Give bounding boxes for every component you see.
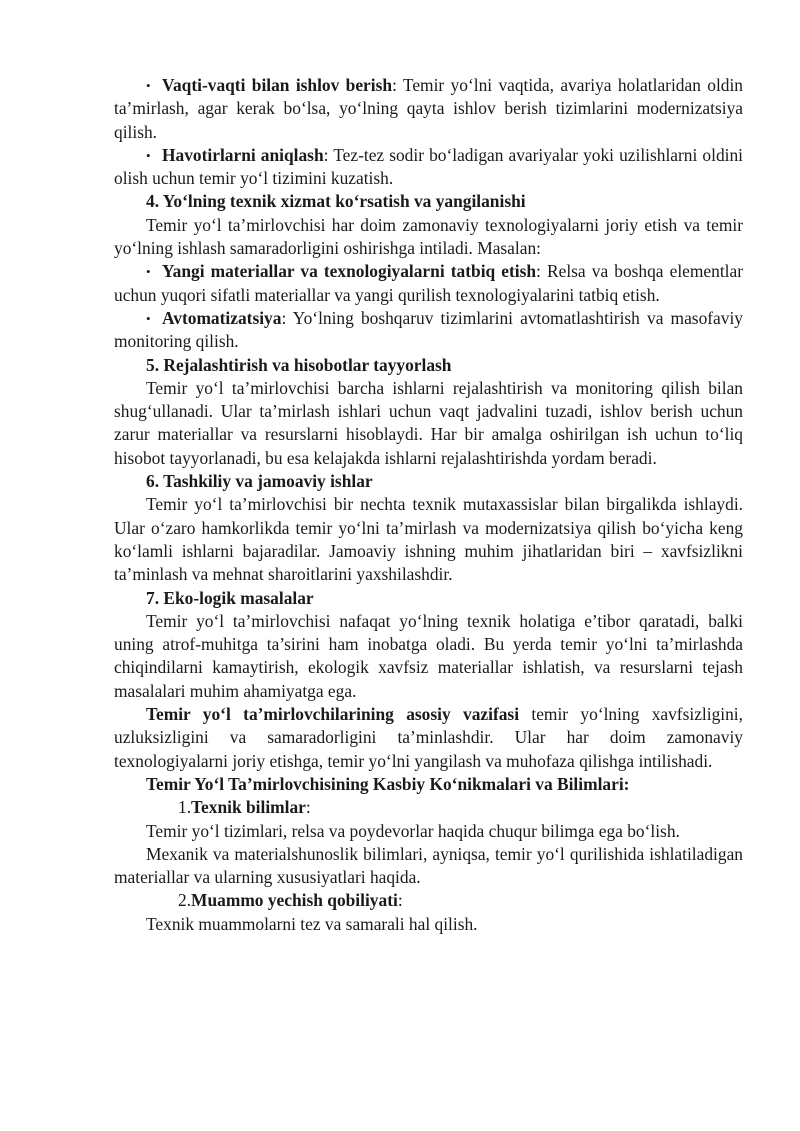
- bullet-text: : Relsa va boshqa elementlar uchun yuqori sifatli materiallar va yangi qurilish texnologiyalarini tatbiq etish.: [114, 261, 743, 305]
- summary-paragraph: [114, 703, 743, 773]
- numbered-item: 2.Muammo yechish qobiliyati:: [114, 889, 743, 912]
- body-paragraph: Temir yo‘l tizimlari, relsa va poydevorlar haqida chuqur bilimga ega bo‘lish.: [146, 820, 680, 841]
- body-paragraph: Temir yo‘l ta’mirlovchisi nafaqat yo‘lning texnik holatiga e’tibor qaratadi, balki uning atrof-muhitga ta’sirini ham inobatga oladi. Bu yerda temir yo‘lni ta’mirlashda chiqindilarni kamaytirish, ekologik xavfsiz materiallar ishlatish, va resurslarni tejash masalalari muhim ahamiyatga ega.: [114, 610, 743, 701]
- item-number: 1.: [178, 797, 192, 818]
- bullet-paragraph: [114, 307, 743, 354]
- bullet-term: Yangi materiallar va texnologiyalarni tatbiq etish: [162, 261, 537, 282]
- bullet-paragraph: [114, 260, 743, 307]
- body-paragraph: Mexanik va materialshunoslik bilimlari, ayniqsa, temir yo‘l qurilishida ishlatiladigan materiallar va ularning xususiyatlari haqida.: [114, 843, 743, 888]
- item-number: 2.: [178, 890, 192, 911]
- bullet-text: : Tez-tez sodir bo‘ladigan avariyalar yoki uzilishlarni oldini olish uchun temir yo‘l tizimini kuzatish.: [114, 144, 743, 189]
- bullet-text: : Yo‘lning boshqaruv tizimlarini avtomatlashtirish va masofaviy monitoring qilish.: [114, 307, 743, 352]
- bullet-paragraph: [114, 144, 743, 191]
- bullet-paragraph: [114, 74, 743, 144]
- item-term: Muammo yechish qobiliyati: [191, 890, 398, 911]
- body-paragraph: Temir yo‘l ta’mirlovchisi har doim zamonaviy texnologiyalarni joriy etish va temir yo‘lning ishlash samaradorligini oshirishga intiladi. Masalan:: [114, 214, 743, 259]
- body-paragraph: Temir yo‘l ta’mirlovchisi bir nechta texnik mutaxassislar bilan birgalikda ishlaydi. Ular o‘zaro hamkorlikda temir yo‘lni ta’mirlash va modernizatsiya qilish bo‘yicha keng ko‘lamli ishlarni bajaradilar. Jamoaviy ishning muhim jihatlaridan biri – xavfsizlikni ta’minlash va mehnat sharoitlarini yaxshilashdir.: [114, 494, 743, 585]
- body-paragraph: Temir yo‘l ta’mirlovchisi barcha ishlarni rejalashtirish va monitoring qilish bilan shug‘ullanadi. Ular ta’mirlash ishlari uchun vaqt jadvalini tuzadi, ishlov berish uchun zarur materiallar va resurslarni hisoblaydi. Har bir amalga oshirilgan ish uchun to‘liq hisobot tayyorlanadi, bu esa kelajakda ishlarni rejalashtirishda yordam beradi.: [114, 377, 743, 468]
- section-heading: 6. Tashkiliy va jamoaviy ishlar: [146, 471, 373, 492]
- section-heading: 7. Eko-logik masalalar: [146, 587, 314, 608]
- bullet-term: Vaqti-vaqti bilan ishlov berish: [162, 75, 393, 95]
- body-paragraph: Texnik muammolarni tez va samarali hal qilish.: [146, 913, 478, 934]
- summary-term: Temir yo‘l ta’mirlovchilarining asosiy vazifasi: [146, 704, 520, 725]
- section-heading: 4. Yo‘lning texnik xizmat ko‘rsatish va yangilanishi: [146, 191, 526, 212]
- bullet-text: : Temir yo‘lni vaqtida, avariya holatlaridan oldin ta’mirlash, agar kerak bo‘lsa, yo‘lning qayta ishlov berish tizimlarini modernizatsiya qilish.: [114, 75, 743, 142]
- bullet-term: Avtomatizatsiya: [162, 307, 282, 328]
- summary-text: temir yo‘lning xavfsizligini, uzluksizligini va samaradorligini ta’minlashdir. Ular har doim zamonaviy texnologiyalarni joriy etishga, temir yo‘lni yangilash va muhofaza qilishga intilishadi.: [114, 704, 743, 771]
- section-heading: 5. Rejalashtirish va hisobotlar tayyorlash: [146, 354, 452, 375]
- numbered-item: 1.Texnik bilimlar:: [114, 796, 743, 819]
- section-heading: Temir Yo‘l Ta’mirlovchisining Kasbiy Ko‘nikmalari va Bilimlari:: [146, 773, 630, 794]
- bullet-term: Havotirlarni aniqlash: [162, 144, 324, 165]
- item-term: Texnik bilimlar: [191, 797, 306, 818]
